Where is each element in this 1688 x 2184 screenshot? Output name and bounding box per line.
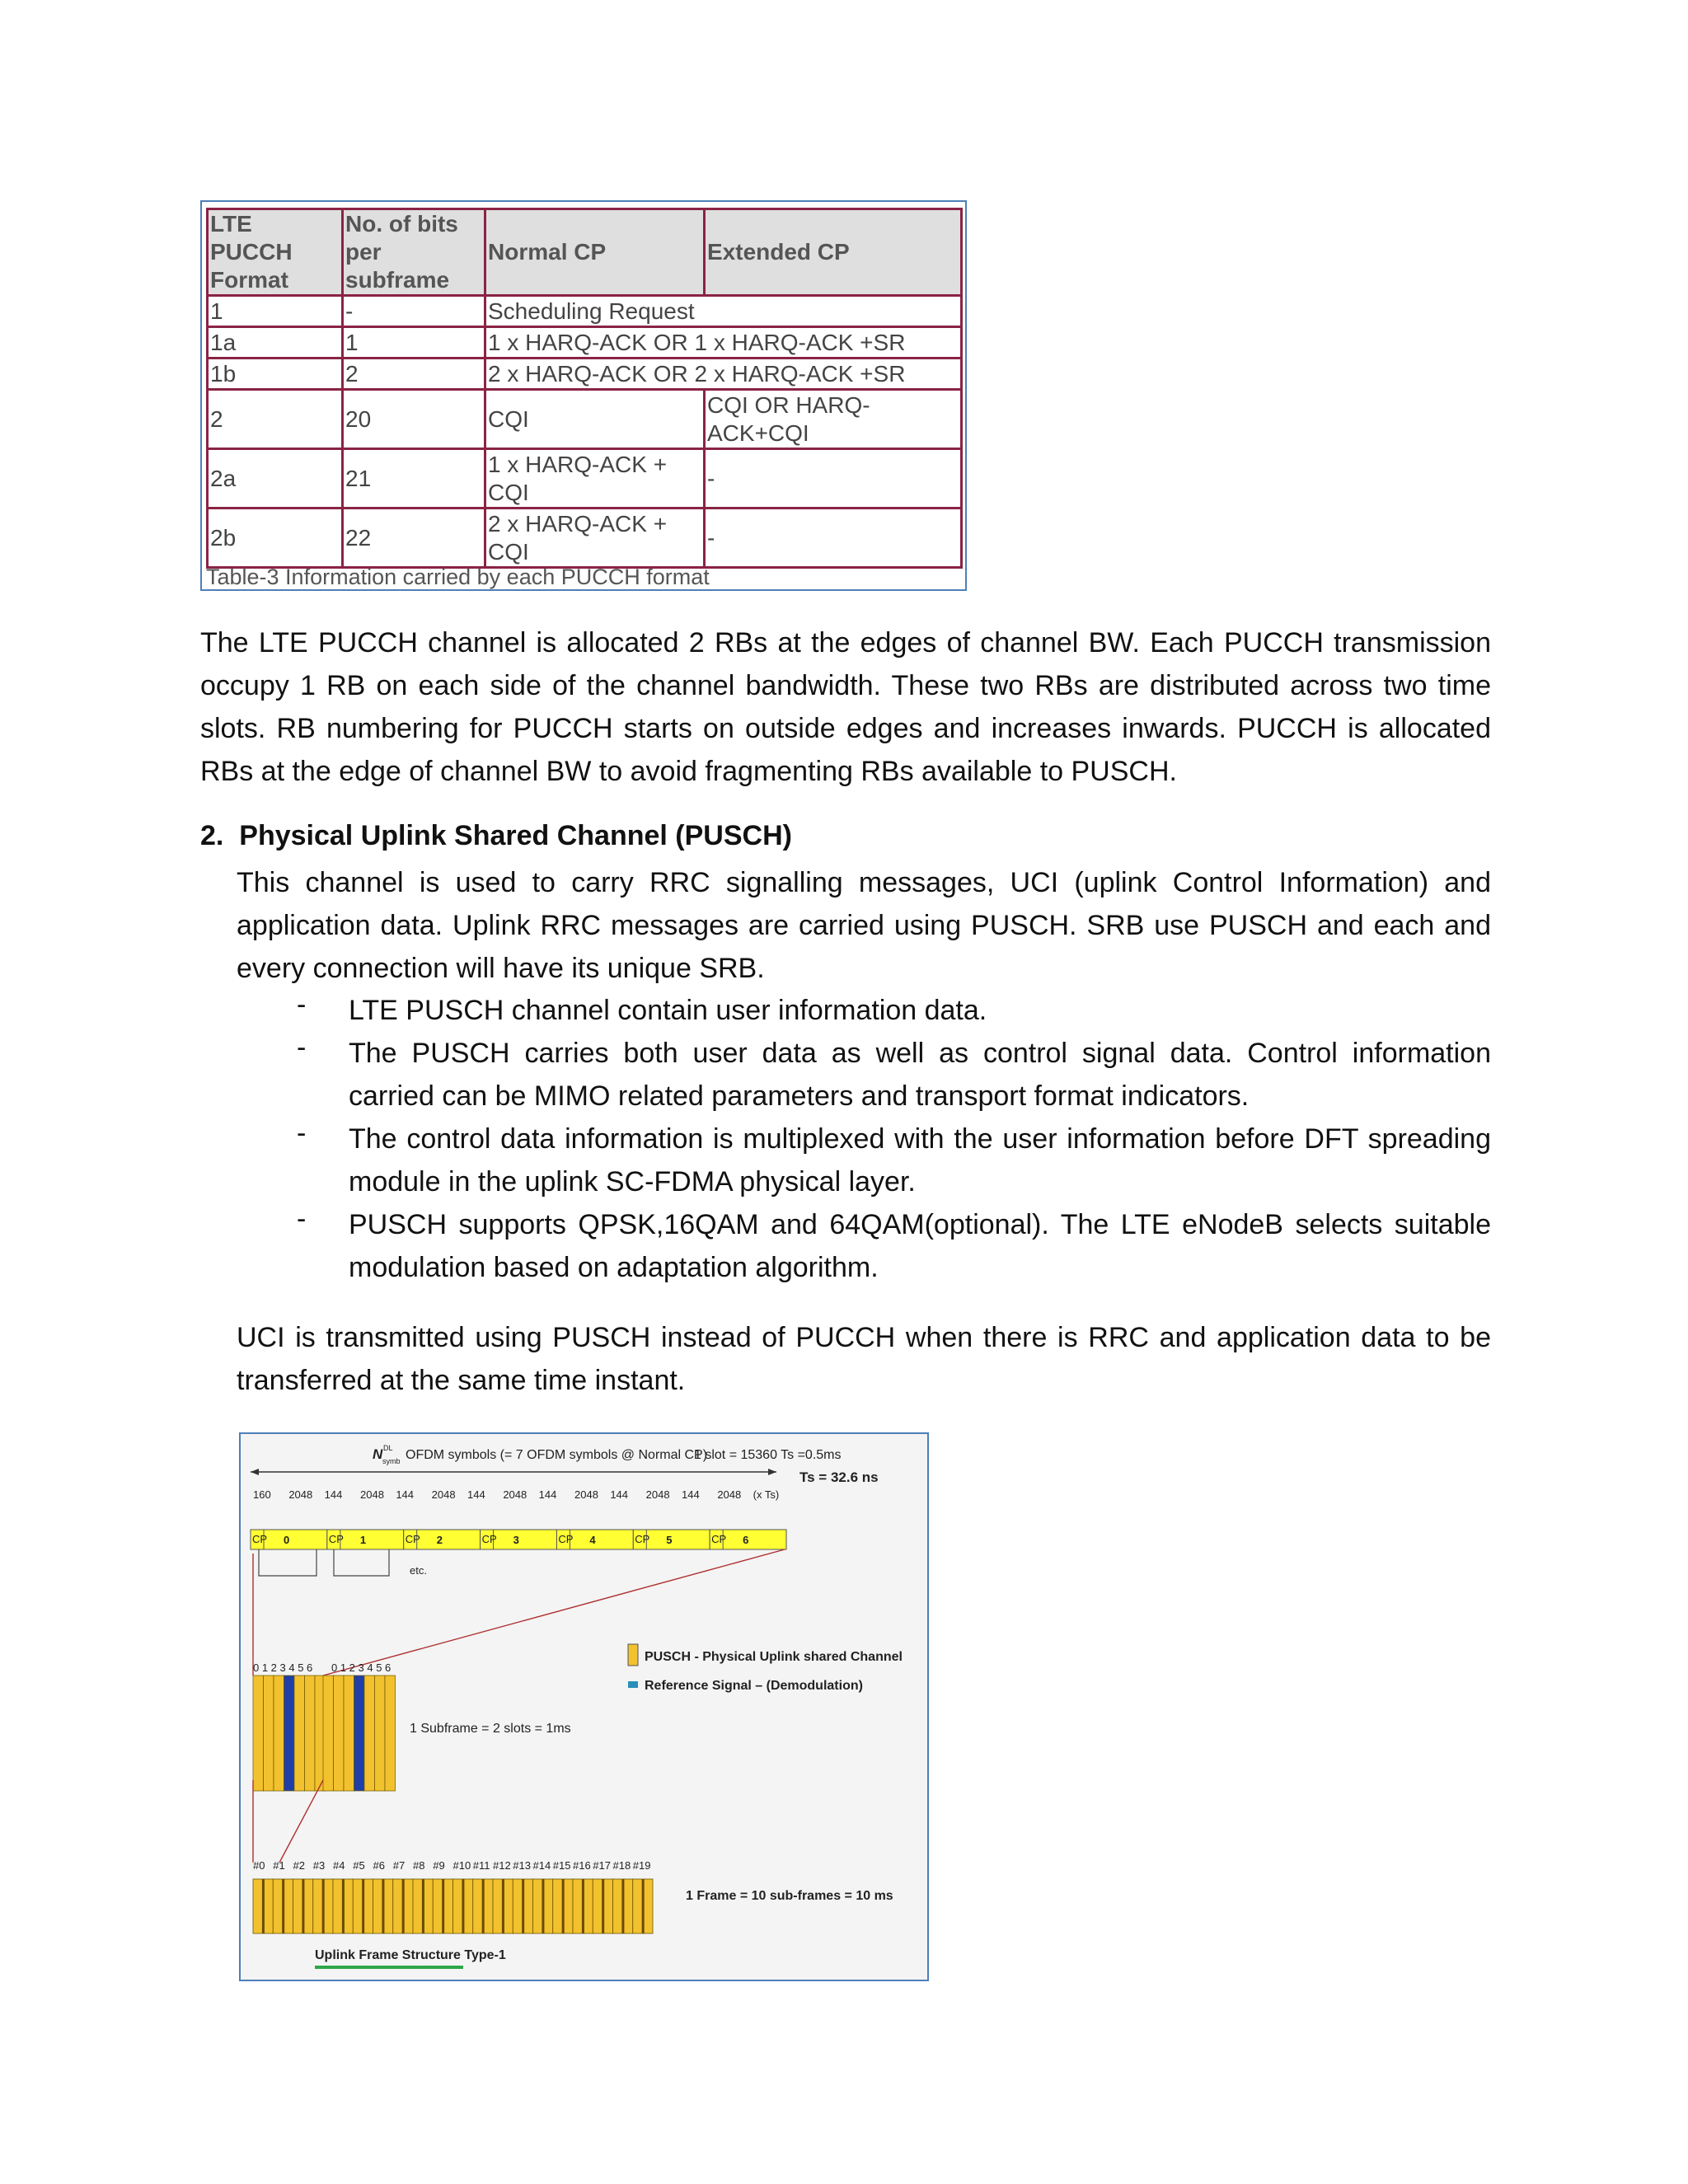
legend-rs-swatch xyxy=(628,1681,638,1688)
sample-count-label: 2048 xyxy=(645,1488,670,1501)
pusch-symbol xyxy=(305,1675,316,1791)
slot1-symbol-indices: 0 1 2 3 4 5 6 xyxy=(331,1661,392,1674)
sample-count-label: 2048 xyxy=(360,1488,384,1501)
table-cell-bits: 21 xyxy=(343,449,485,509)
frame-subframe-divider xyxy=(422,1879,424,1933)
pusch-symbol xyxy=(344,1675,354,1791)
table-cell-format: 2a xyxy=(208,449,343,509)
pusch-symbol xyxy=(253,1675,264,1791)
pusch-symbol xyxy=(323,1675,334,1791)
bullet-marker: - xyxy=(297,1118,307,1149)
table-cell-extended-cp: - xyxy=(705,509,962,568)
subframe-index-label: #19 xyxy=(632,1859,651,1872)
subframe-index-label: #11 xyxy=(472,1859,490,1872)
pusch-symbol xyxy=(274,1675,284,1791)
table-cell-normal-cp: 2 x HARQ-ACK + CQI xyxy=(485,509,705,568)
subframe-index-label: #3 xyxy=(312,1859,326,1872)
subframe-index-label: #15 xyxy=(552,1859,571,1872)
paragraph-pusch-intro: This channel is used to carry RRC signalling messages, UCI (uplink Control Information) and application data. Uplink RRC messages are carried using PUSCH. SRB use PUSCH and each and every connection will have its unique SRB. xyxy=(237,867,1491,984)
cp-bracket xyxy=(334,1549,389,1576)
reference-signal-symbol xyxy=(284,1675,295,1791)
table-row xyxy=(208,449,962,509)
table-cell-description: Scheduling Request xyxy=(485,296,962,327)
subframe-index-label: #7 xyxy=(392,1859,406,1872)
pusch-symbol xyxy=(364,1675,375,1791)
table-cell-bits: 1 xyxy=(343,327,485,359)
reference-signal-symbol xyxy=(354,1675,365,1791)
pucch-format-table xyxy=(206,208,963,569)
table-cell-extended-cp: CQI OR HARQ-ACK+CQI xyxy=(705,390,962,449)
sample-count-label: 2048 xyxy=(431,1488,456,1501)
frame-subframe-divider xyxy=(322,1879,325,1933)
table-header-bits: No. of bits per subframe xyxy=(343,209,485,296)
subframe-index-label: #18 xyxy=(612,1859,631,1872)
frame-subframe-divider xyxy=(522,1879,524,1933)
sample-count-row xyxy=(253,1488,779,1501)
frame-subframe-divider xyxy=(262,1879,265,1933)
frame-subframe-divider xyxy=(462,1879,464,1933)
frame-subframe-divider xyxy=(562,1879,565,1933)
sample-count-label: 144 xyxy=(538,1488,557,1501)
frame-subframe-divider xyxy=(542,1879,544,1933)
slot-duration-label: 1 slot = 15360 Ts =0.5ms xyxy=(694,1448,842,1462)
frame-bar xyxy=(253,1879,653,1933)
sample-count-label: 2048 xyxy=(288,1488,313,1501)
table-cell-description: 1 x HARQ-ACK OR 1 x HARQ-ACK +SR xyxy=(485,327,962,359)
frame-structure-diagram xyxy=(241,1434,927,1980)
slot0-symbol-indices: 0 1 2 3 4 5 6 xyxy=(253,1661,313,1674)
table-cell-extended-cp: - xyxy=(705,449,962,509)
pusch-symbol xyxy=(334,1675,345,1791)
sample-count-label: 144 xyxy=(324,1488,343,1501)
table-row xyxy=(208,359,962,390)
subframe-index-label: #6 xyxy=(373,1859,385,1872)
sample-count-label: 2048 xyxy=(574,1488,598,1501)
ofdm-symbol-number: 0 xyxy=(284,1534,290,1546)
bullet-item: PUSCH supports QPSK,16QAM and 64QAM(optional). The LTE eNodeB selects suitable modulation based on adaptation algorithm. xyxy=(349,1209,1491,1283)
pusch-symbol xyxy=(294,1675,305,1791)
cp-label: CP xyxy=(405,1533,420,1545)
paragraph-pucch-allocation: The LTE PUCCH channel is allocated 2 RBs at the edges of channel BW. Each PUCCH transmission occupy 1 RB on each side of the channel bandwidth. These two RBs are distributed across two time slots. RB numbering for PUCCH starts on outside edges and increases inwards. PUCCH is allocated RBs at the edge of channel BW to avoid fragmenting RBs available to PUSCH. xyxy=(200,627,1491,787)
table-cell-normal-cp: CQI xyxy=(485,390,705,449)
sample-count-label: 160 xyxy=(253,1488,271,1501)
legend-rs-label: Reference Signal – (Demodulation) xyxy=(645,1679,863,1693)
arrow-head-left xyxy=(251,1469,259,1475)
table-cell-format: 1a xyxy=(208,327,343,359)
n-symb-superscript: DL xyxy=(383,1444,393,1452)
cp-label: CP xyxy=(252,1533,268,1545)
table-cell-format: 2b xyxy=(208,509,343,568)
frame-subframe-divider xyxy=(502,1879,504,1933)
pusch-symbol xyxy=(375,1675,386,1791)
bullet-item: The control data information is multiplexed with the user information before DFT spreading module in the uplink SC-FDMA physical layer. xyxy=(349,1123,1491,1197)
frame-subframe-divider xyxy=(582,1879,584,1933)
subframe-index-label: #5 xyxy=(353,1859,365,1872)
cp-label: CP xyxy=(635,1533,650,1545)
table-header-format: LTE PUCCH Format xyxy=(208,209,343,296)
subframe-index-label: #17 xyxy=(593,1859,611,1872)
subframe-index-label: #16 xyxy=(573,1859,591,1872)
cp-label: CP xyxy=(328,1533,344,1545)
table-header-extended-cp: Extended CP xyxy=(705,209,962,296)
table-row xyxy=(208,509,962,568)
slot-bar xyxy=(251,1530,786,1549)
frame-subframe-divider xyxy=(382,1879,384,1933)
frame-subframe-divider xyxy=(602,1879,604,1933)
frame-duration-label: 1 Frame = 10 sub-frames = 10 ms xyxy=(686,1889,893,1903)
table-cell-bits: - xyxy=(343,296,485,327)
ofdm-symbol-number: 3 xyxy=(513,1534,519,1546)
ofdm-symbol-number: 1 xyxy=(359,1534,367,1546)
sample-count-label: 2048 xyxy=(503,1488,528,1501)
table-cell-bits: 22 xyxy=(343,509,485,568)
n-symb-symbol: N xyxy=(373,1446,383,1462)
sample-count-label: 144 xyxy=(396,1488,415,1501)
cp-label: CP xyxy=(711,1533,727,1545)
section-title: Physical Uplink Shared Channel (PUSCH) xyxy=(239,820,792,851)
subframe-index-label: #9 xyxy=(433,1859,445,1872)
uplink-frame-structure-figure xyxy=(239,1432,929,1981)
table-cell-bits: 2 xyxy=(343,359,485,390)
frame-subframe-divider xyxy=(442,1879,444,1933)
subframe-index-label: #1 xyxy=(273,1859,285,1872)
etc-label: etc. xyxy=(410,1564,427,1577)
frame-index-row xyxy=(253,1859,650,1872)
subframe-label: 1 Subframe = 2 slots = 1ms xyxy=(410,1722,571,1736)
cp-label: CP xyxy=(481,1533,497,1545)
n-symb-subscript: symb xyxy=(382,1457,401,1465)
frame-subframe-divider xyxy=(342,1879,345,1933)
section-number: 2. xyxy=(200,820,224,851)
table-header-normal-cp: Normal CP xyxy=(485,209,705,296)
subframe-index-label: #2 xyxy=(293,1859,305,1872)
cp-label: CP xyxy=(558,1533,574,1545)
sample-count-label: 144 xyxy=(467,1488,485,1501)
subframe-index-label: #4 xyxy=(333,1859,345,1872)
frame-subframe-divider xyxy=(282,1879,284,1933)
legend-pusch-swatch xyxy=(628,1644,638,1666)
bullet-item: The PUSCH carries both user data as well as control signal data. Control information carried can be MIMO related parameters and transport format indicators. xyxy=(349,1038,1491,1112)
subframe-index-label: #8 xyxy=(413,1859,425,1872)
table-row xyxy=(208,296,962,327)
pucch-format-table-image xyxy=(200,200,967,591)
table-cell-description: 2 x HARQ-ACK OR 2 x HARQ-ACK +SR xyxy=(485,359,962,390)
sample-count-label: 2048 xyxy=(717,1488,742,1501)
table-row xyxy=(208,327,962,359)
subframe-index-label: #13 xyxy=(513,1859,531,1872)
ofdm-symbol-number: 2 xyxy=(436,1534,443,1546)
frame-subframe-divider xyxy=(482,1879,485,1933)
section-heading xyxy=(200,820,792,852)
paragraph-uci: UCI is transmitted using PUSCH instead of PUCCH when there is RRC and application data to be transferred at the same time instant. xyxy=(237,1322,1491,1396)
expansion-line xyxy=(279,1780,323,1863)
bullet-marker: - xyxy=(297,989,307,1020)
ts-label: Ts = 32.6 ns xyxy=(799,1469,879,1485)
subframe-index-label: #10 xyxy=(452,1859,471,1872)
table-cell-normal-cp: 1 x HARQ-ACK + CQI xyxy=(485,449,705,509)
sample-count-label: (x Ts) xyxy=(753,1488,780,1501)
bullet-marker: - xyxy=(297,1203,307,1235)
sample-count-label: 144 xyxy=(682,1488,700,1501)
frame-subframe-divider xyxy=(302,1879,304,1933)
subframe-index-label: #0 xyxy=(253,1859,265,1872)
frame-subframe-divider xyxy=(402,1879,405,1933)
table-cell-format: 1 xyxy=(208,296,343,327)
table-cell-format: 2 xyxy=(208,390,343,449)
cp-bracket xyxy=(259,1549,316,1576)
ofdm-symbols-label: OFDM symbols (= 7 OFDM symbols @ Normal CP) xyxy=(406,1448,708,1462)
arrow-head-right xyxy=(768,1469,776,1475)
table-caption: Table-3 Information carried by each PUCCH format xyxy=(206,565,710,589)
bullet-marker: - xyxy=(297,1032,307,1063)
table-cell-format: 1b xyxy=(208,359,343,390)
legend-pusch-label: PUSCH - Physical Uplink shared Channel xyxy=(645,1650,903,1664)
figure-title: Uplink Frame Structure Type-1 xyxy=(315,1948,506,1962)
subframe-index-label: #14 xyxy=(532,1859,551,1872)
subframe-index-label: #12 xyxy=(493,1859,511,1872)
bullet-item: LTE PUSCH channel contain user information data. xyxy=(349,995,987,1026)
ofdm-symbol-number: 6 xyxy=(743,1534,749,1546)
subframe-block xyxy=(253,1675,396,1791)
pusch-symbol xyxy=(385,1675,396,1791)
ofdm-symbol-number: 4 xyxy=(589,1534,596,1546)
frame-subframe-divider xyxy=(642,1879,645,1933)
table-cell-bits: 20 xyxy=(343,390,485,449)
pusch-symbol xyxy=(264,1675,274,1791)
sample-count-label: 144 xyxy=(610,1488,629,1501)
table-row xyxy=(208,390,962,449)
frame-subframe-divider xyxy=(621,1879,624,1933)
ofdm-symbol-number: 5 xyxy=(666,1534,673,1546)
frame-subframe-divider xyxy=(362,1879,364,1933)
